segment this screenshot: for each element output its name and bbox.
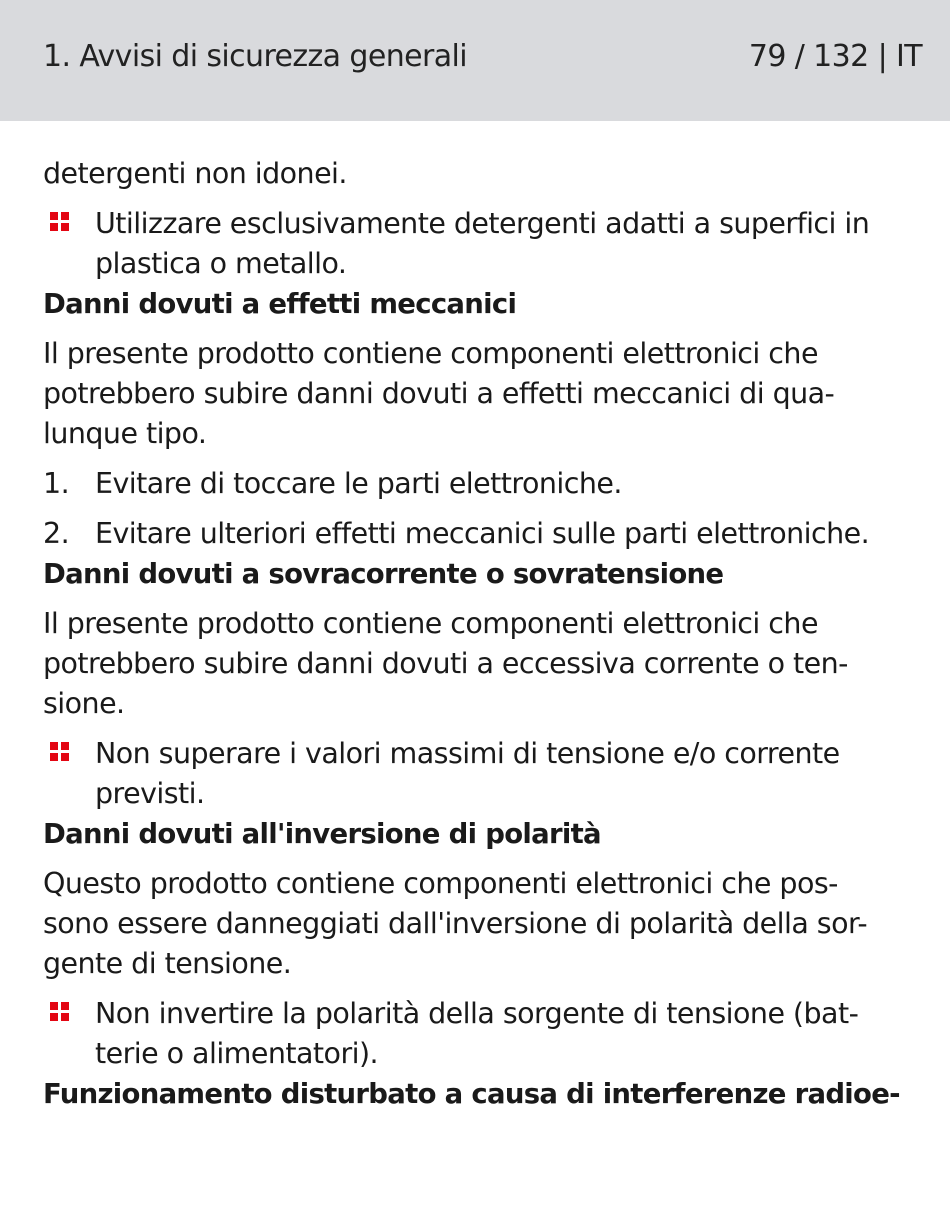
bullet-line: Utilizzare esclusivamente detergenti adatti a superfici in (95, 207, 870, 240)
section-heading: Danni dovuti a sovracorrente o sovratensione (43, 558, 724, 590)
step-text: Evitare ulteriori effetti meccanici sulle parti elettroniche. (95, 517, 870, 550)
paragraph-line: lunque tipo. (43, 417, 207, 450)
paragraph-line: Questo prodotto contiene componenti elettronici che pos- (43, 867, 838, 900)
red-square-bullet-icon (50, 742, 70, 762)
section-title: 1. Avvisi di sicurezza generali (43, 39, 467, 74)
document-body (43, 154, 913, 1114)
paragraph-line: sono essere danneggiati dall'inversione di polarità della sor- (43, 907, 868, 940)
paragraph-line: Il presente prodotto contiene componenti elettronici che (43, 337, 818, 370)
numbered-step (43, 464, 913, 504)
bullet-line: previsti. (95, 777, 205, 810)
paragraph (43, 604, 913, 724)
page-number: 79 / 132 | IT (748, 39, 922, 74)
numbered-step (43, 514, 913, 554)
bullet-line: plastica o metallo. (95, 247, 347, 280)
paragraph-line: Il presente prodotto contiene componenti elettronici che (43, 607, 818, 640)
bullet-item (43, 994, 913, 1074)
step-number: 2. (43, 517, 70, 550)
paragraph-line: potrebbero subire danni dovuti a effetti meccanici di qua- (43, 377, 835, 410)
step-text: Evitare di toccare le parti elettroniche. (95, 467, 622, 500)
section-heading: Danni dovuti a effetti meccanici (43, 288, 517, 320)
bullet-line: terie o alimentatori). (95, 1037, 379, 1070)
paragraph: detergenti non idonei. (43, 157, 347, 190)
bullet-line: Non invertire la polarità della sorgente di tensione (bat- (95, 997, 859, 1030)
page-header (0, 0, 950, 121)
paragraph (43, 864, 913, 984)
red-square-bullet-icon (50, 212, 70, 232)
bullet-line: Non superare i valori massimi di tensione e/o corrente (95, 737, 840, 770)
paragraph-line: gente di tensione. (43, 947, 292, 980)
red-square-bullet-icon (50, 1002, 70, 1022)
step-number: 1. (43, 467, 70, 500)
bullet-item (43, 734, 913, 814)
section-heading: Funzionamento disturbato a causa di interferenze radioe- (43, 1078, 900, 1110)
bullet-item (43, 204, 913, 284)
section-heading: Danni dovuti all'inversione di polarità (43, 818, 601, 850)
paragraph-line: potrebbero subire danni dovuti a eccessiva corrente o ten- (43, 647, 848, 680)
paragraph-line: sione. (43, 687, 125, 720)
paragraph (43, 334, 913, 454)
